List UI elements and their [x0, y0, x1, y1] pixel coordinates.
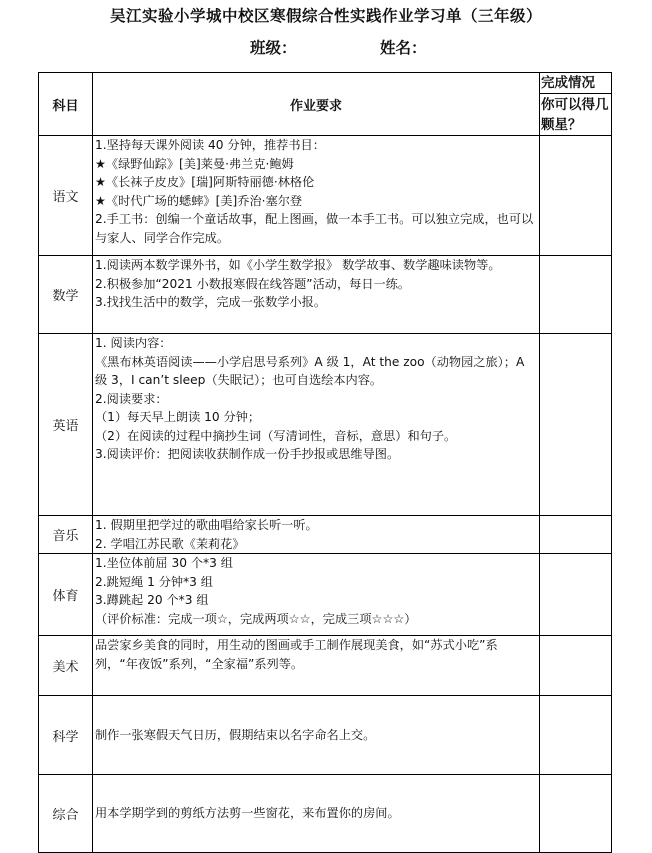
subject-cell: 英语	[39, 334, 93, 516]
subject-cell: 体育	[39, 554, 93, 636]
requirement-line: （2）在阅读的过程中摘抄生词（写清词性，音标，意思）和句子。	[95, 428, 457, 443]
requirement-line: （1）每天早上朗读 10 分钟；	[95, 410, 261, 424]
book-item: ★《时代广场的蟋蟀》[美]乔治·塞尔登	[95, 193, 303, 208]
header-status	[540, 73, 612, 136]
table-row-music	[39, 516, 612, 554]
requirement-line: 制作一张寒假天气日历，假期结束以名字命名上交。	[95, 727, 376, 742]
subject-cell: 数学	[39, 256, 93, 334]
requirement-cell	[93, 516, 540, 554]
status-cell[interactable]	[540, 516, 612, 554]
requirement-line: 《黑布林英语阅读——小学启思号系列》A 级 1，At the zoo（动物园之旅）；A 级 3，I can’t sleep（失眠记）；也可自选绘本内容。	[95, 354, 525, 387]
status-cell[interactable]	[540, 636, 612, 696]
header-status-title: 完成情况	[540, 73, 611, 94]
requirement-cell	[93, 136, 540, 256]
status-cell[interactable]	[540, 775, 612, 853]
homework-table	[38, 72, 612, 853]
requirement-line: 3.蹲跳起 20 个*3 组	[95, 593, 209, 607]
status-cell[interactable]	[540, 554, 612, 636]
subject-cell: 音乐	[39, 516, 93, 554]
requirement-line: 2.积极参加“2021 小数报寒假在线答题”活动，每日一练。	[95, 276, 411, 291]
requirement-line: 2. 学唱江苏民歌《茉莉花》	[95, 536, 245, 551]
requirement-line: 用本学期学到的剪纸方法剪一些窗花，来布置你的房间。	[95, 806, 400, 821]
header-requirement: 作业要求	[93, 73, 540, 136]
requirement-cell	[93, 696, 540, 775]
requirement-line: 1.坐位体前屈 30 个*3 组	[95, 556, 233, 570]
requirement-line: 2.阅读要求：	[95, 391, 168, 406]
requirement-line: 品尝家乡美食的同时，用生动的图画或手工制作展现美食，如“苏式小吃”系列，“年夜饭”系列，“全家福”系列等。	[95, 638, 498, 671]
requirement-cell	[93, 775, 540, 853]
evaluation-criteria: （评价标准：完成一项☆，完成两项☆☆，完成三项☆☆☆）	[95, 611, 417, 626]
header-status-question: 你可以得几颗星？	[541, 97, 609, 133]
table-row-science	[39, 696, 612, 775]
book-item: ★《绿野仙踪》[美]莱曼·弗兰克·鲍姆	[95, 156, 294, 171]
requirement-cell	[93, 334, 540, 516]
page-title: 吴江实验小学城中校区寒假综合性实践作业学习单（三年级）	[109, 7, 542, 25]
requirement-line: 1.坚持每天课外阅读 40 分钟，推荐书目：	[95, 138, 325, 152]
table-row-integrated	[39, 775, 612, 853]
requirement-cell	[93, 256, 540, 334]
header-row	[39, 73, 612, 136]
status-cell[interactable]	[540, 334, 612, 516]
requirement-line: 3.找找生活中的数学，完成一张数学小报。	[95, 295, 327, 309]
header-subject: 科目	[39, 73, 93, 136]
subject-cell: 综合	[39, 775, 93, 853]
status-cell[interactable]	[540, 256, 612, 334]
book-item: ★《长袜子皮皮》[瑞]阿斯特丽德·林格伦	[95, 175, 315, 189]
table-row-chinese	[39, 136, 612, 256]
subject-cell: 美术	[39, 636, 93, 696]
class-label: 班级：	[250, 39, 297, 57]
requirement-line: 1. 假期里把学过的歌曲唱给家长听一听。	[95, 518, 318, 532]
subject-cell: 语文	[39, 136, 93, 256]
status-cell[interactable]	[540, 696, 612, 775]
requirement-line: 1. 阅读内容：	[95, 336, 172, 350]
requirement-line: 3.阅读评价：把阅读收获制作成一份手抄报或思维导图。	[95, 447, 400, 461]
table-row-math	[39, 256, 612, 334]
requirement-line: 2.手工书：创编一个童话故事，配上图画，做一本手工书。可以独立完成，也可以与家人、同学合作完成。	[95, 212, 534, 245]
subject-cell: 科学	[39, 696, 93, 775]
status-cell[interactable]	[540, 136, 612, 256]
requirement-cell	[93, 636, 540, 696]
requirement-line: 1.阅读两本数学课外书，如《小学生数学报》 数学故事、数学趣味读物等。	[95, 258, 501, 272]
table-row-pe	[39, 554, 612, 636]
requirement-line: 2.跳短绳 1 分钟*3 组	[95, 574, 213, 589]
requirement-cell	[93, 554, 540, 636]
name-label: 姓名：	[380, 39, 427, 57]
table-row-art	[39, 636, 612, 696]
table-row-english	[39, 334, 612, 516]
